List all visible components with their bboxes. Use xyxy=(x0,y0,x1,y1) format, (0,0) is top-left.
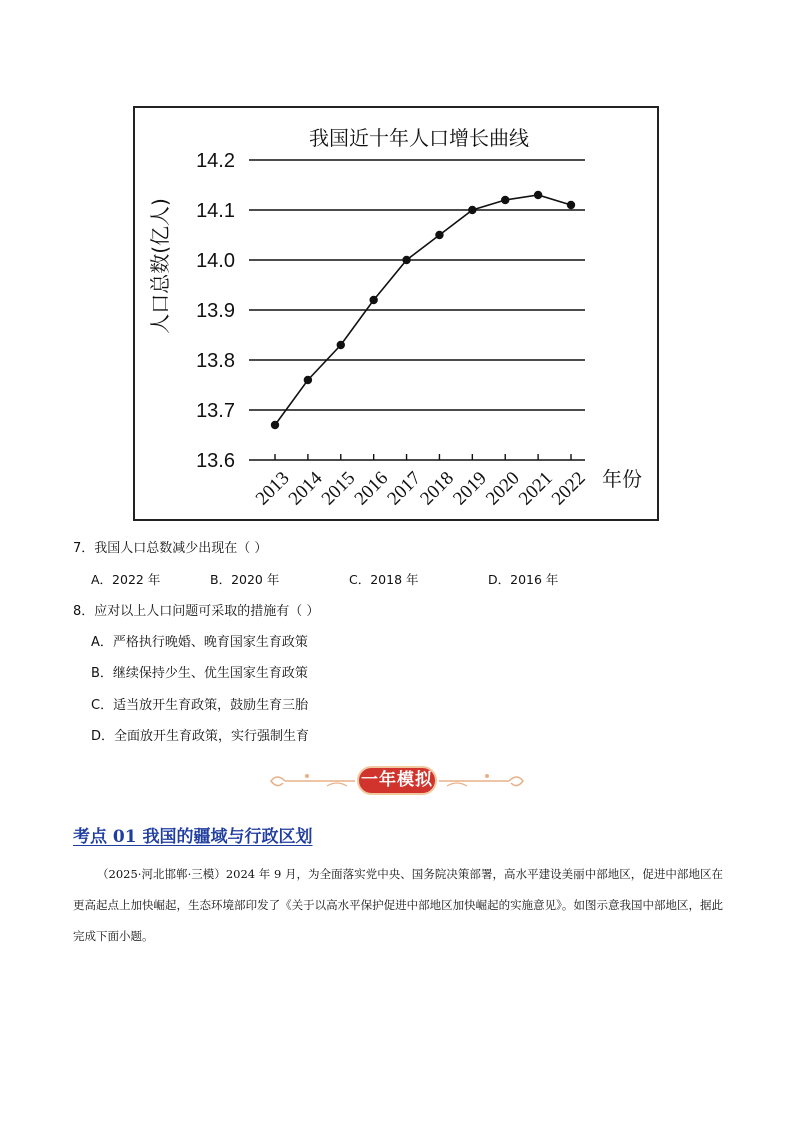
q7-option-b[interactable]: B．2020 年 xyxy=(210,572,280,587)
data-point xyxy=(337,341,345,349)
chart-title: 我国近十年人口增长曲线 xyxy=(309,126,529,150)
q8-option-b[interactable]: B．继续保持少生、优生国家生育政策 xyxy=(91,666,308,681)
data-point xyxy=(534,191,542,199)
q8-option-a[interactable]: A．严格执行晚婚、晚育国家生育政策 xyxy=(91,635,308,650)
data-point xyxy=(468,206,476,214)
q8-option-c[interactable]: C．适当放开生育政策，鼓励生育三胎 xyxy=(91,698,309,713)
q7-option-a[interactable]: A．2022 年 xyxy=(91,572,161,587)
data-point xyxy=(304,376,312,384)
q7-option-c[interactable]: C．2018 年 xyxy=(349,572,419,587)
x-tick-label: 2021 xyxy=(514,467,557,510)
section-banner xyxy=(267,764,527,798)
data-point xyxy=(567,201,575,209)
x-tick-labels xyxy=(252,454,590,509)
data-point xyxy=(501,196,509,204)
x-tick-label: 2019 xyxy=(449,467,491,510)
x-tick-label: 2022 xyxy=(547,467,590,510)
x-axis-label: 年份 xyxy=(602,467,642,491)
x-tick-label: 2013 xyxy=(251,467,294,510)
y-tick-label: 13.8 xyxy=(196,350,235,372)
grid-lines xyxy=(249,160,585,460)
x-tick-label: 2017 xyxy=(383,467,426,510)
y-tick-label: 14.2 xyxy=(196,150,235,172)
x-tick-label: 2018 xyxy=(416,467,459,510)
population-chart xyxy=(133,106,659,521)
y-tick-label: 13.6 xyxy=(196,450,235,472)
x-tick-label: 2016 xyxy=(350,467,393,510)
data-point xyxy=(402,256,410,264)
y-axis-label: 人口总数(亿人) xyxy=(148,198,172,334)
y-tick-label: 14.1 xyxy=(196,200,235,222)
x-tick-label: 2014 xyxy=(284,467,327,510)
data-point xyxy=(435,231,443,239)
question-7-stem: 7．我国人口总数减少出现在（ ） xyxy=(73,541,268,556)
x-tick-label: 2015 xyxy=(317,467,360,510)
question-8-stem: 8．应对以上人口问题可采取的措施有（ ） xyxy=(73,604,320,619)
y-tick-label: 13.7 xyxy=(196,400,235,422)
q7-option-d[interactable]: D．2016 年 xyxy=(488,572,559,587)
section-title: 考点 01 我国的疆域与行政区划 xyxy=(73,827,313,847)
x-tick-label: 2020 xyxy=(482,467,524,510)
y-tick-label: 14.0 xyxy=(196,250,235,272)
y-tick-label: 13.9 xyxy=(196,300,235,322)
data-point xyxy=(271,421,279,429)
y-tick-labels xyxy=(196,150,235,472)
chart-svg xyxy=(135,108,657,519)
q8-option-d[interactable]: D．全面放开生育政策，实行强制生育 xyxy=(91,729,310,744)
passage-text: （2025·河北邯郸·三模）2024 年 9 月，为全面落实党中央、国务院决策部署，高水平建设美丽中部地区，促进中部地区在更高起点上加快崛起，生态环境部印发了《关于以高水平保护促进中部地区加快崛起的实施意见》。如图示意我国中部地区，据此完成下面小题。 xyxy=(73,867,723,943)
data-point xyxy=(369,296,377,304)
banner-label: 一年模拟 xyxy=(357,766,437,795)
